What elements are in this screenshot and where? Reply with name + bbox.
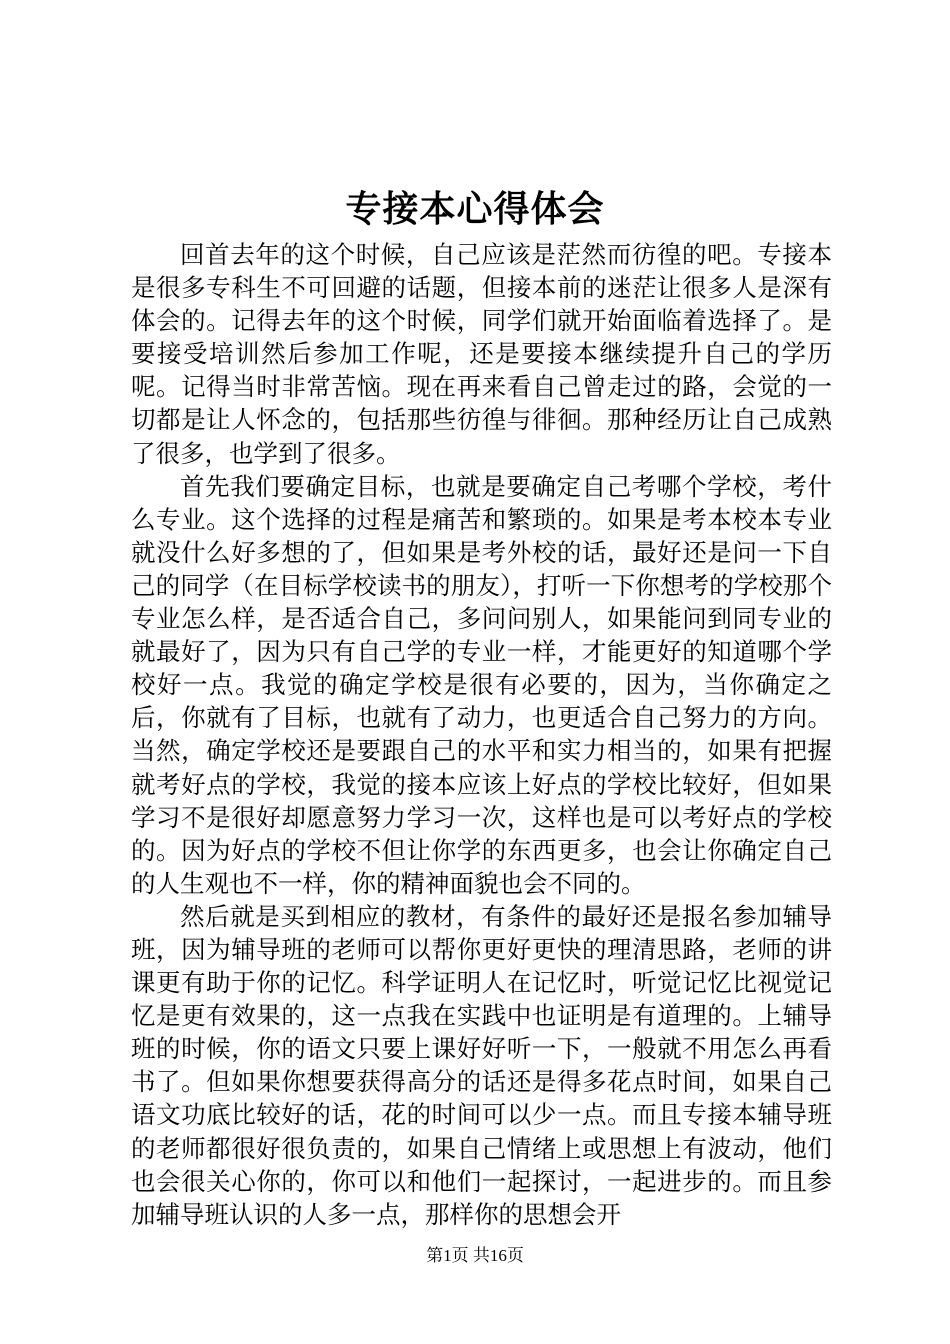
paragraph-3: 然后就是买到相应的教材，有条件的最好还是报名参加辅导班，因为辅导班的老师可以帮你更好更快的理清思路，老师的讲课更有助于你的记忆。科学证明人在记忆时，听觉记忆比视觉记忆是更有效果的，这一点我在实践中也证明是有道理的。上辅导班的时候，你的语文只要上课好好听一下，一般就不用怎么再看书了。但如果你想要获得高分的话还是得多花点时间，如果自己语文功底比较好的话，花的时间可以少一点。而且专接本辅导班的老师都很好很负责的，如果自己情绪上或思想上有波动，他们也会很关心你的，你可以和他们一起探讨，一起进步的。而且参加辅导班认识的人多一点，那样你的思想会开	[131, 901, 832, 1229]
document-body	[131, 238, 832, 1231]
page-footer: 第1页 共16页	[426, 1246, 524, 1265]
paragraph-2: 首先我们要确定目标，也就是要确定自己考哪个学校，考什么专业。这个选择的过程是痛苦和繁琐的。如果是考本校本专业就没什么好多想的了，但如果是考外校的话，最好还是问一下自己的同学（在目标学校读书的朋友），打听一下你想考的学校那个专业怎么样，是否适合自己，多问问别人，如果能问到同专业的就最好了，因为只有自己学的专业一样，才能更好的知道哪个学校好一点。我觉的确定学校是很有必要的，因为，当你确定之后，你就有了目标，也就有了动力，也更适合自己努力的方向。当然，确定学校还是要跟自己的水平和实力相当的，如果有把握就考好点的学校，我觉的接本应该上好点的学校比较好，但如果学习不是很好却愿意努力学习一次，这样也是可以考好点的学校的。因为好点的学校不但让你学的东西更多，也会让你确定自己的人生观也不一样，你的精神面貌也会不同的。	[131, 471, 832, 898]
document-title: 专接本心得体会	[345, 188, 605, 230]
paragraph-1: 回首去年的这个时候，自己应该是茫然而彷徨的吧。专接本是很多专科生不可回避的话题，但接本前的迷茫让很多人是深有体会的。记得去年的这个时候，同学们就开始面临着选择了。是要接受培训然后参加工作呢，还是要接本继续提升自己的学历呢。记得当时非常苦恼。现在再来看自己曾走过的路，会觉的一切都是让人怀念的，包括那些彷徨与徘徊。那种经历让自己成熟了很多，也学到了很多。	[131, 240, 832, 468]
